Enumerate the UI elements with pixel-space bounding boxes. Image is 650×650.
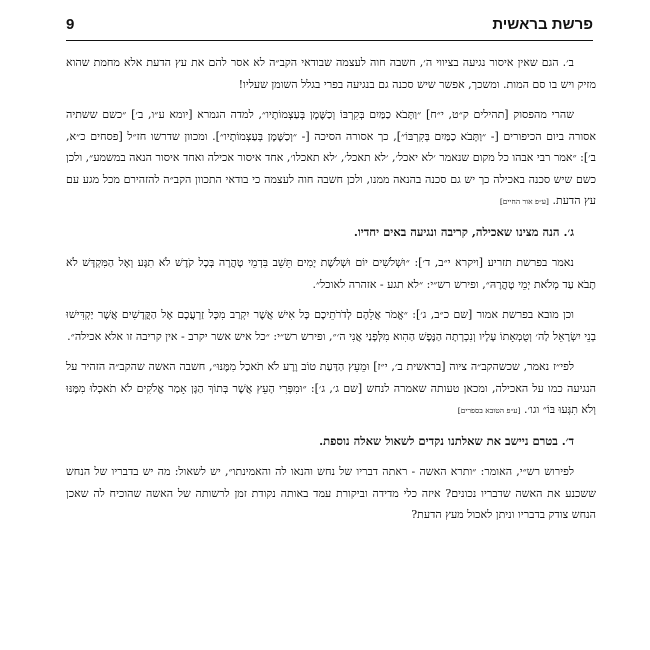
page-number: 9 (66, 16, 75, 33)
section-heading-d: ד׳. בטרם ניישב את שאלתנו נקדים לשאול שאלה נוספת. (319, 433, 574, 448)
paragraph-emor: וכן מובא בפרשת אמור [שם כ״ב, ג׳]: ״אֱמֹר אֲלֵהֶם לְדֹרֹתֵיכֶם כָּל אִישׁ אֲשֶׁר יִקְרַב מִכָּל זַרְעֲכֶם אֶל הַקֳּדָשִׁים אֲשֶׁר יַקְדִּישׁוּ בְנֵי יִשְׂרָאֵל לַה׳ וְטֻמְאָתוֹ עָלָיו וְנִכְרְתָה הַנֶּפֶשׁ הַהִוא מִלְּפָנַי אֲנִי ה׳״, ופירש רש״י: ״כל איש אשר יקרב - אין קריבה זו אלא אכילה״. (66, 308, 596, 343)
document-body (66, 52, 596, 535)
paragraph-tazria: נאמר בפרשת תזריע [ויקרא י״ב, ד׳]: ״וּשְׁלֹשִׁים יוֹם וּשְׁלֹשֶׁת יָמִים תֵּשֵׁב בִּדְמֵי טָהֳרָה בְּכָל קֹדֶשׁ לֹא תִגָּע וְאֶל הַמִּקְדָּשׁ לֹא תָבֹא עַד מְלֹאת יְמֵי טָהֳרָהּ״, ופירש רש״י: ״לא תגע - אזהרה לאוכל״. (66, 256, 596, 291)
paragraph-b-continued: שהרי מהפסוק [תהילים ק״ט, י״ח] ״וַתָּבֹא כַמַּיִם בְּקִרְבּוֹ וְכַשֶּׁמֶן בְּעַצְמוֹתָיו״, למדה הגמרא [יומא ע״ו, ב׳] ״כשם ששתיה אסורה ביום הכיפורים [- ״וַתָּבֹא כַמַּיִם בְּקִרְבּוֹ״], כך אסורה הסיכה [- ״וְכַשֶּׁמֶן בְּעַצְמוֹתָיו״]. ומכוון שדרשו חז״ל [פסחים כ״א, ב׳]: ״אמר רבי אבהו כל מקום שנאמר ׳לא יאכל׳, ׳לא תאכל׳, ׳לא תאכלו׳, אחד איסור אכילה ואחד איסור הנאה במשמע״, ולכן כשם שיש סכנה באכילה כך יש גם סכנה בהנאה ממנו, ולכן חשבה חוה לעצמה כי בודאי התכוון הקב״ה להזהירם מכל מגע עם עץ הדעת. [ע״פ אור החיים] (66, 108, 596, 207)
header-title: פרשת בראשית (492, 16, 593, 33)
source-note: [ע״פ אור החיים] (499, 197, 549, 206)
paragraph-b: ב׳. הגם שאין איסור נגיעה בציווי ה׳, חשבה חוה לעצמה שבודאי הקב״ה לא אסר להם את עץ הדעת אלא מחמת שהוא מזיק ויש בו סם המות. ומשכך, אפשר שיש סכנה גם בנגיעה בפרי בגלל השומן שעליו! (66, 56, 596, 91)
paragraph-conclusion: לפי״ז נאמר, שכשהקב״ה ציוה [בראשית ב׳, י״ז] וּמֵעֵץ הַדַּעַת טוֹב וָרָע לֹא תֹאכַל מִמֶּנּוּ״, חשבה האשה שהקב״ה הזהיר על הנגיעה כמו על האכילה, ומכאן טעותה שאמרה לנחש [שם ג׳, ג׳]: ״וּמִפְּרִי הָעֵץ אֲשֶׁר בְּתוֹךְ הַגָּן אָמַר אֱלֹקִים לֹא תֹאכְלוּ מִמֶּנּוּ וְלֹא תִגְּעוּ בּוֹ״ וגו׳. [ע״פ הטובא בספרים] (66, 360, 596, 416)
paragraph-rashi-question: לפירוש רש״י, האומר: ״ותרא האשה - ראתה דבריו של נחש והנאו לה והאמינתו״, יש לשאול: מה יש בדבריו של הנחש ששכנע את האשה שדבריו נכונים? איזה כלי מדידה וביקורת עמד באותה נקודת זמן לרשותה של האשה שהוכיח לה שאכן הנחש צודק בדבריו וניתן לאכול מעץ הדעת? (66, 465, 596, 521)
running-header (66, 16, 593, 41)
source-note: [ע״פ הטובא בספרים] (457, 406, 521, 415)
section-heading-g: ג׳. הנה מצינו שאכילה, קריבה ונגיעה באים יחדיו. (353, 224, 574, 239)
